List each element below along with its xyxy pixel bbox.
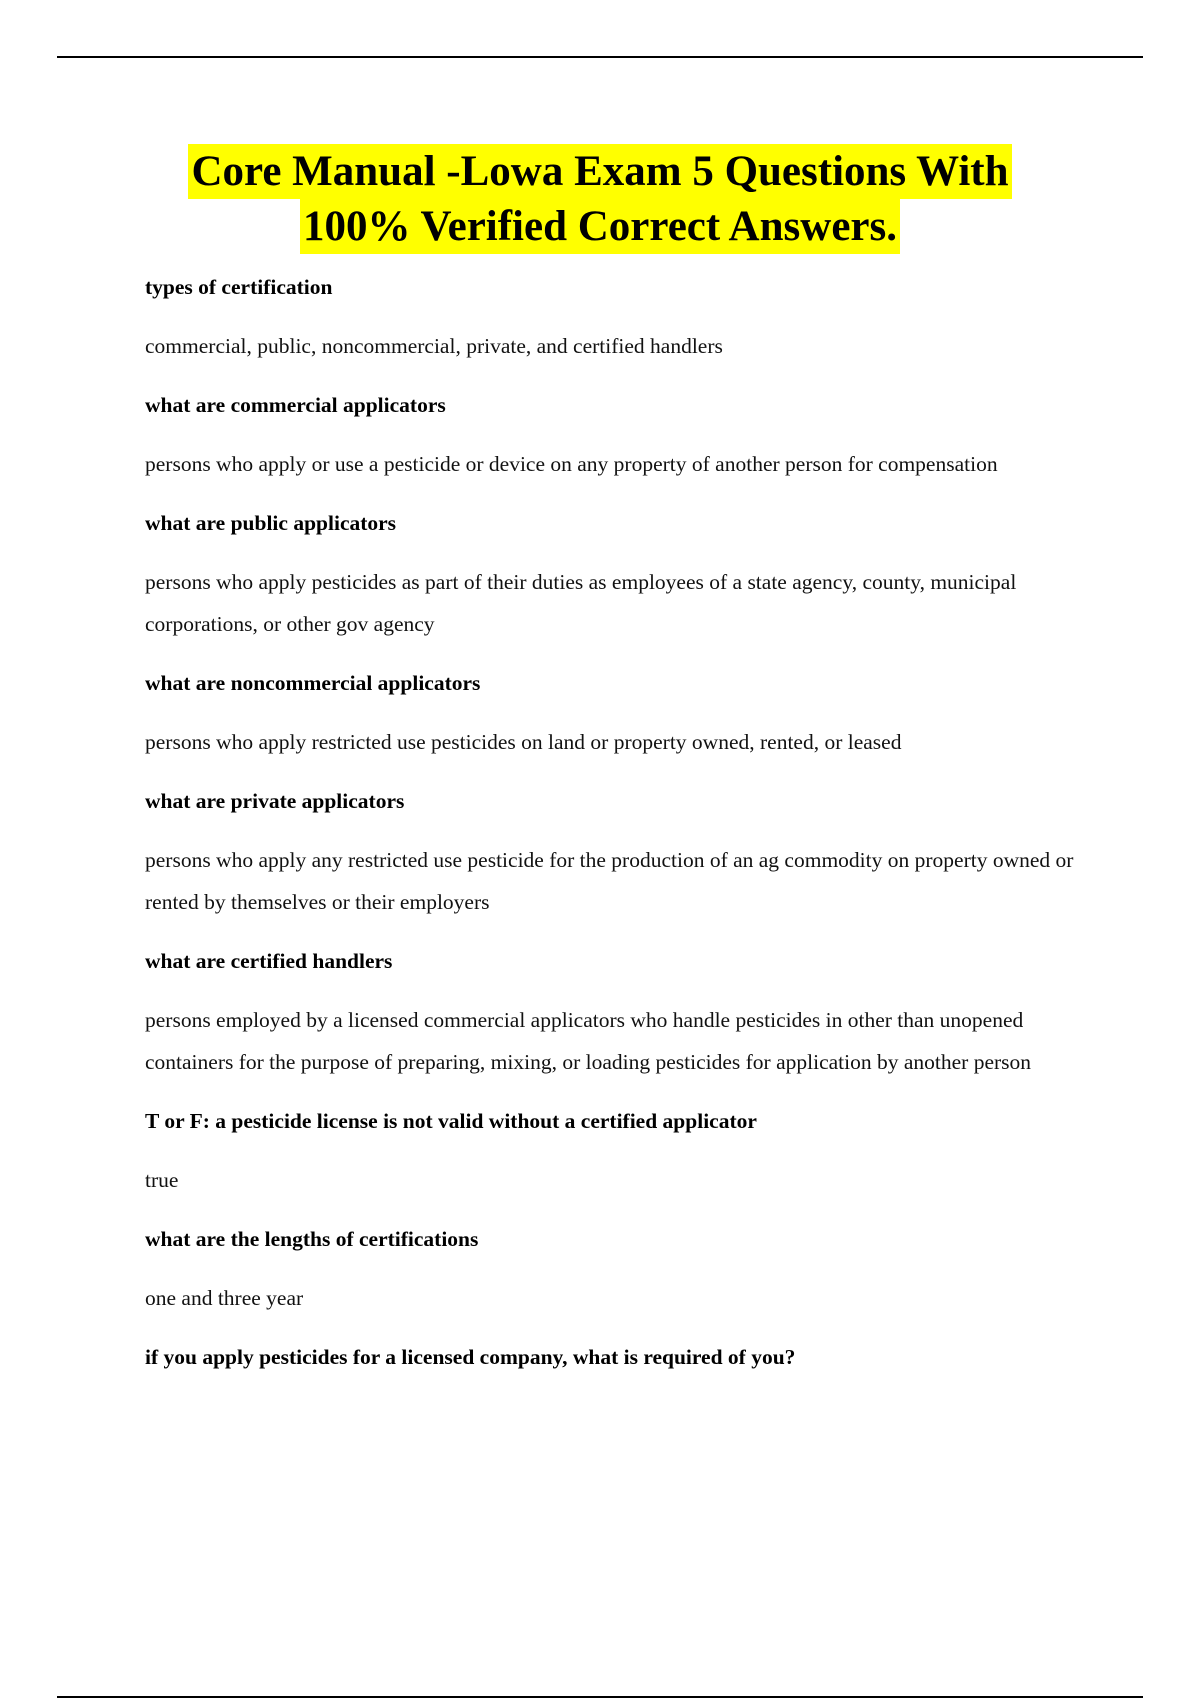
answer-text: one and three year bbox=[145, 1286, 304, 1310]
qa-item-2 bbox=[145, 385, 1105, 485]
question-text: what are the lengths of certifications bbox=[145, 1227, 479, 1251]
title-line-1: Core Manual -Lowa Exam 5 Questions With bbox=[188, 144, 1011, 199]
qa-item-4 bbox=[145, 663, 1105, 763]
qa-list bbox=[145, 267, 1105, 1395]
qa-item-5 bbox=[145, 781, 1105, 923]
question-text: if you apply pesticides for a licensed company, what is required of you? bbox=[145, 1345, 796, 1369]
qa-item-7 bbox=[145, 1101, 1105, 1201]
answer-text: persons who apply any restricted use pesticide for the production of an ag commodity on property owned or rented by themselves or their employers bbox=[145, 848, 1074, 914]
question-text: types of certification bbox=[145, 275, 333, 299]
question-text: what are commercial applicators bbox=[145, 393, 446, 417]
question-text: what are private applicators bbox=[145, 789, 405, 813]
document-title bbox=[60, 144, 1140, 254]
qa-item-8 bbox=[145, 1219, 1105, 1319]
question-text: what are noncommercial applicators bbox=[145, 671, 481, 695]
answer-text: persons employed by a licensed commercial applicators who handle pesticides in other than unopened containers for the purpose of preparing, mixing, or loading pesticides for application by another person bbox=[145, 1008, 1032, 1074]
answer-text: true bbox=[145, 1168, 179, 1192]
answer-text: persons who apply pesticides as part of their duties as employees of a state agency, county, municipal corporations, or other gov agency bbox=[145, 570, 1017, 636]
bottom-rule bbox=[57, 1696, 1143, 1698]
answer-text: persons who apply or use a pesticide or device on any property of another person for compensation bbox=[145, 452, 998, 476]
qa-item-9 bbox=[145, 1337, 1105, 1377]
question-text: T or F: a pesticide license is not valid without a certified applicator bbox=[145, 1109, 757, 1133]
qa-item-1 bbox=[145, 267, 1105, 367]
answer-text: commercial, public, noncommercial, private, and certified handlers bbox=[145, 334, 723, 358]
question-text: what are public applicators bbox=[145, 511, 397, 535]
title-line-2: 100% Verified Correct Answers. bbox=[300, 199, 900, 254]
top-rule bbox=[57, 56, 1143, 58]
qa-item-3 bbox=[145, 503, 1105, 645]
answer-text: persons who apply restricted use pesticides on land or property owned, rented, or leased bbox=[145, 730, 902, 754]
question-text: what are certified handlers bbox=[145, 949, 393, 973]
qa-item-6 bbox=[145, 941, 1105, 1083]
